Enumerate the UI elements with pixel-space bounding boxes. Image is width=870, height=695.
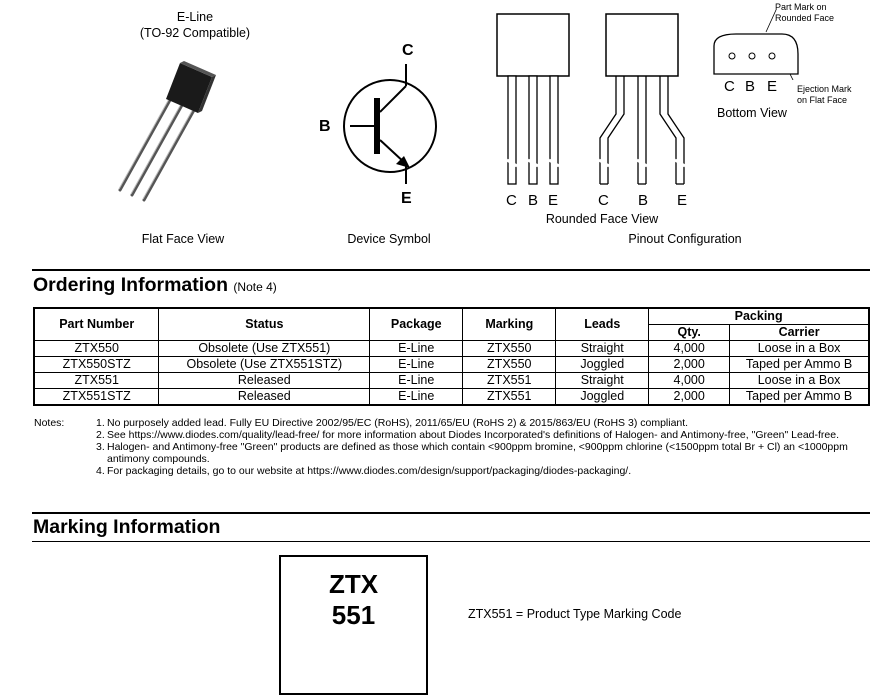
marking-section-rule	[32, 512, 870, 514]
note-text: For packaging details, go to our website at https://www.diodes.com/design/support/packaging/diodes-packaging/.	[107, 465, 632, 477]
cell-status: Released	[159, 389, 370, 406]
table-row	[34, 389, 869, 406]
marking-line-2: 551	[331, 600, 376, 630]
ejection-mark-note-line1: Ejection Mark	[797, 84, 852, 94]
note-number: 3.	[96, 441, 105, 453]
cell-package: E-Line	[370, 341, 463, 357]
bottom-pin-e: E	[767, 78, 778, 95]
table-row	[34, 341, 869, 357]
ordering-title: Ordering Information	[33, 274, 228, 296]
header-part-number: Part Number	[34, 308, 159, 341]
cell-leads: Joggled	[556, 389, 649, 406]
cell-package: E-Line	[370, 389, 463, 406]
package-subtitle: (TO-92 Compatible)	[139, 26, 251, 40]
cell-qty: 2,000	[649, 357, 730, 373]
bottom-view-caption: Bottom View	[717, 106, 787, 120]
cell-part: ZTX550	[34, 341, 159, 357]
header-status: Status	[159, 308, 370, 341]
cell-part: ZTX551	[34, 373, 159, 389]
note-item	[96, 441, 870, 465]
part-mark-note-line2: Rounded Face	[775, 13, 835, 23]
note-item	[96, 429, 870, 441]
straight-pin-b: B	[528, 192, 539, 209]
ordering-section-rule	[32, 269, 870, 271]
table-row	[34, 357, 869, 373]
cell-carrier: Loose in a Box	[730, 373, 869, 389]
cell-carrier: Taped per Ammo B	[730, 357, 869, 373]
straight-pin-e: E	[548, 192, 559, 209]
cell-qty: 4,000	[649, 373, 730, 389]
cell-leads: Straight	[556, 341, 649, 357]
cell-qty: 2,000	[649, 389, 730, 406]
ejection-mark-note-line2: on Flat Face	[797, 95, 848, 105]
joggled-pin-e: E	[677, 192, 688, 209]
marking-title-underline	[32, 541, 870, 542]
rounded-face-caption: Rounded Face View	[545, 212, 659, 226]
header-carrier: Carrier	[730, 325, 869, 341]
header-qty: Qty.	[649, 325, 730, 341]
straight-leads-drawing	[494, 12, 574, 190]
cell-leads: Straight	[556, 373, 649, 389]
cell-marking: ZTX551	[463, 389, 556, 406]
package-title: E-Line	[176, 10, 214, 24]
bottom-pin-c: C	[724, 78, 735, 95]
ordering-section-title	[33, 274, 277, 297]
cell-package: E-Line	[370, 357, 463, 373]
cell-carrier: Loose in a Box	[730, 341, 869, 357]
cell-part: ZTX550STZ	[34, 357, 159, 373]
note-text: See https://www.diodes.com/quality/lead-free/ for more information about Diodes Incorporated's definitions of Halogen- and Antimony-free, "Green" Lead-free.	[107, 429, 840, 441]
cell-qty: 4,000	[649, 341, 730, 357]
cell-marking: ZTX550	[463, 357, 556, 373]
cell-marking: ZTX551	[463, 373, 556, 389]
symbol-collector-label: C	[402, 42, 414, 59]
ordering-note: (Note 4)	[233, 280, 277, 294]
joggled-pin-c: C	[598, 192, 609, 209]
note-number: 1.	[96, 417, 105, 429]
cell-package: E-Line	[370, 373, 463, 389]
marking-diagram-box	[279, 555, 428, 695]
note-item	[96, 417, 870, 429]
header-leads: Leads	[556, 308, 649, 341]
notes-list	[96, 417, 870, 477]
straight-pin-c: C	[506, 192, 517, 209]
joggled-leads-drawing	[594, 12, 694, 190]
notes-label: Notes:	[34, 417, 65, 429]
joggled-pin-b: B	[638, 192, 649, 209]
cell-status: Obsolete (Use ZTX551)	[159, 341, 370, 357]
npn-transistor-symbol	[330, 60, 450, 200]
note-item	[96, 465, 870, 477]
device-symbol-caption: Device Symbol	[347, 232, 431, 246]
note-text: No purposely added lead. Fully EU Directive 2002/95/EC (RoHS), 2011/65/EU (RoHS 2) & 2015/863/EU (RoHS 3) compliant.	[107, 417, 689, 429]
cell-leads: Joggled	[556, 357, 649, 373]
note-number: 4.	[96, 465, 105, 477]
ordering-table	[33, 307, 870, 406]
marking-section-title: Marking Information	[33, 516, 221, 538]
flat-face-transistor-drawing	[100, 55, 230, 205]
note-text: Halogen- and Antimony-free "Green" products are defined as those which contain <900ppm bromine, <900ppm chlorine (<1500ppm total Br + Cl) an <1000ppm antimony compounds.	[107, 441, 848, 465]
header-marking: Marking	[463, 308, 556, 341]
header-packing: Packing	[649, 308, 869, 325]
cell-part: ZTX551STZ	[34, 389, 159, 406]
bottom-pin-b: B	[745, 78, 756, 95]
part-mark-note-line1: Part Mark on	[775, 2, 827, 12]
pinout-caption: Pinout Configuration	[628, 232, 742, 246]
flat-face-caption: Flat Face View	[141, 232, 225, 246]
header-package: Package	[370, 308, 463, 341]
symbol-emitter-label: E	[401, 190, 412, 207]
symbol-base-label: B	[319, 118, 331, 135]
marking-description: ZTX551 = Product Type Marking Code	[468, 607, 682, 621]
cell-carrier: Taped per Ammo B	[730, 389, 869, 406]
note-number: 2.	[96, 429, 105, 441]
cell-marking: ZTX550	[463, 341, 556, 357]
package-figures	[0, 0, 870, 260]
table-row	[34, 373, 869, 389]
cell-status: Released	[159, 373, 370, 389]
marking-line-1: ZTX	[328, 569, 379, 599]
cell-status: Obsolete (Use ZTX551STZ)	[159, 357, 370, 373]
